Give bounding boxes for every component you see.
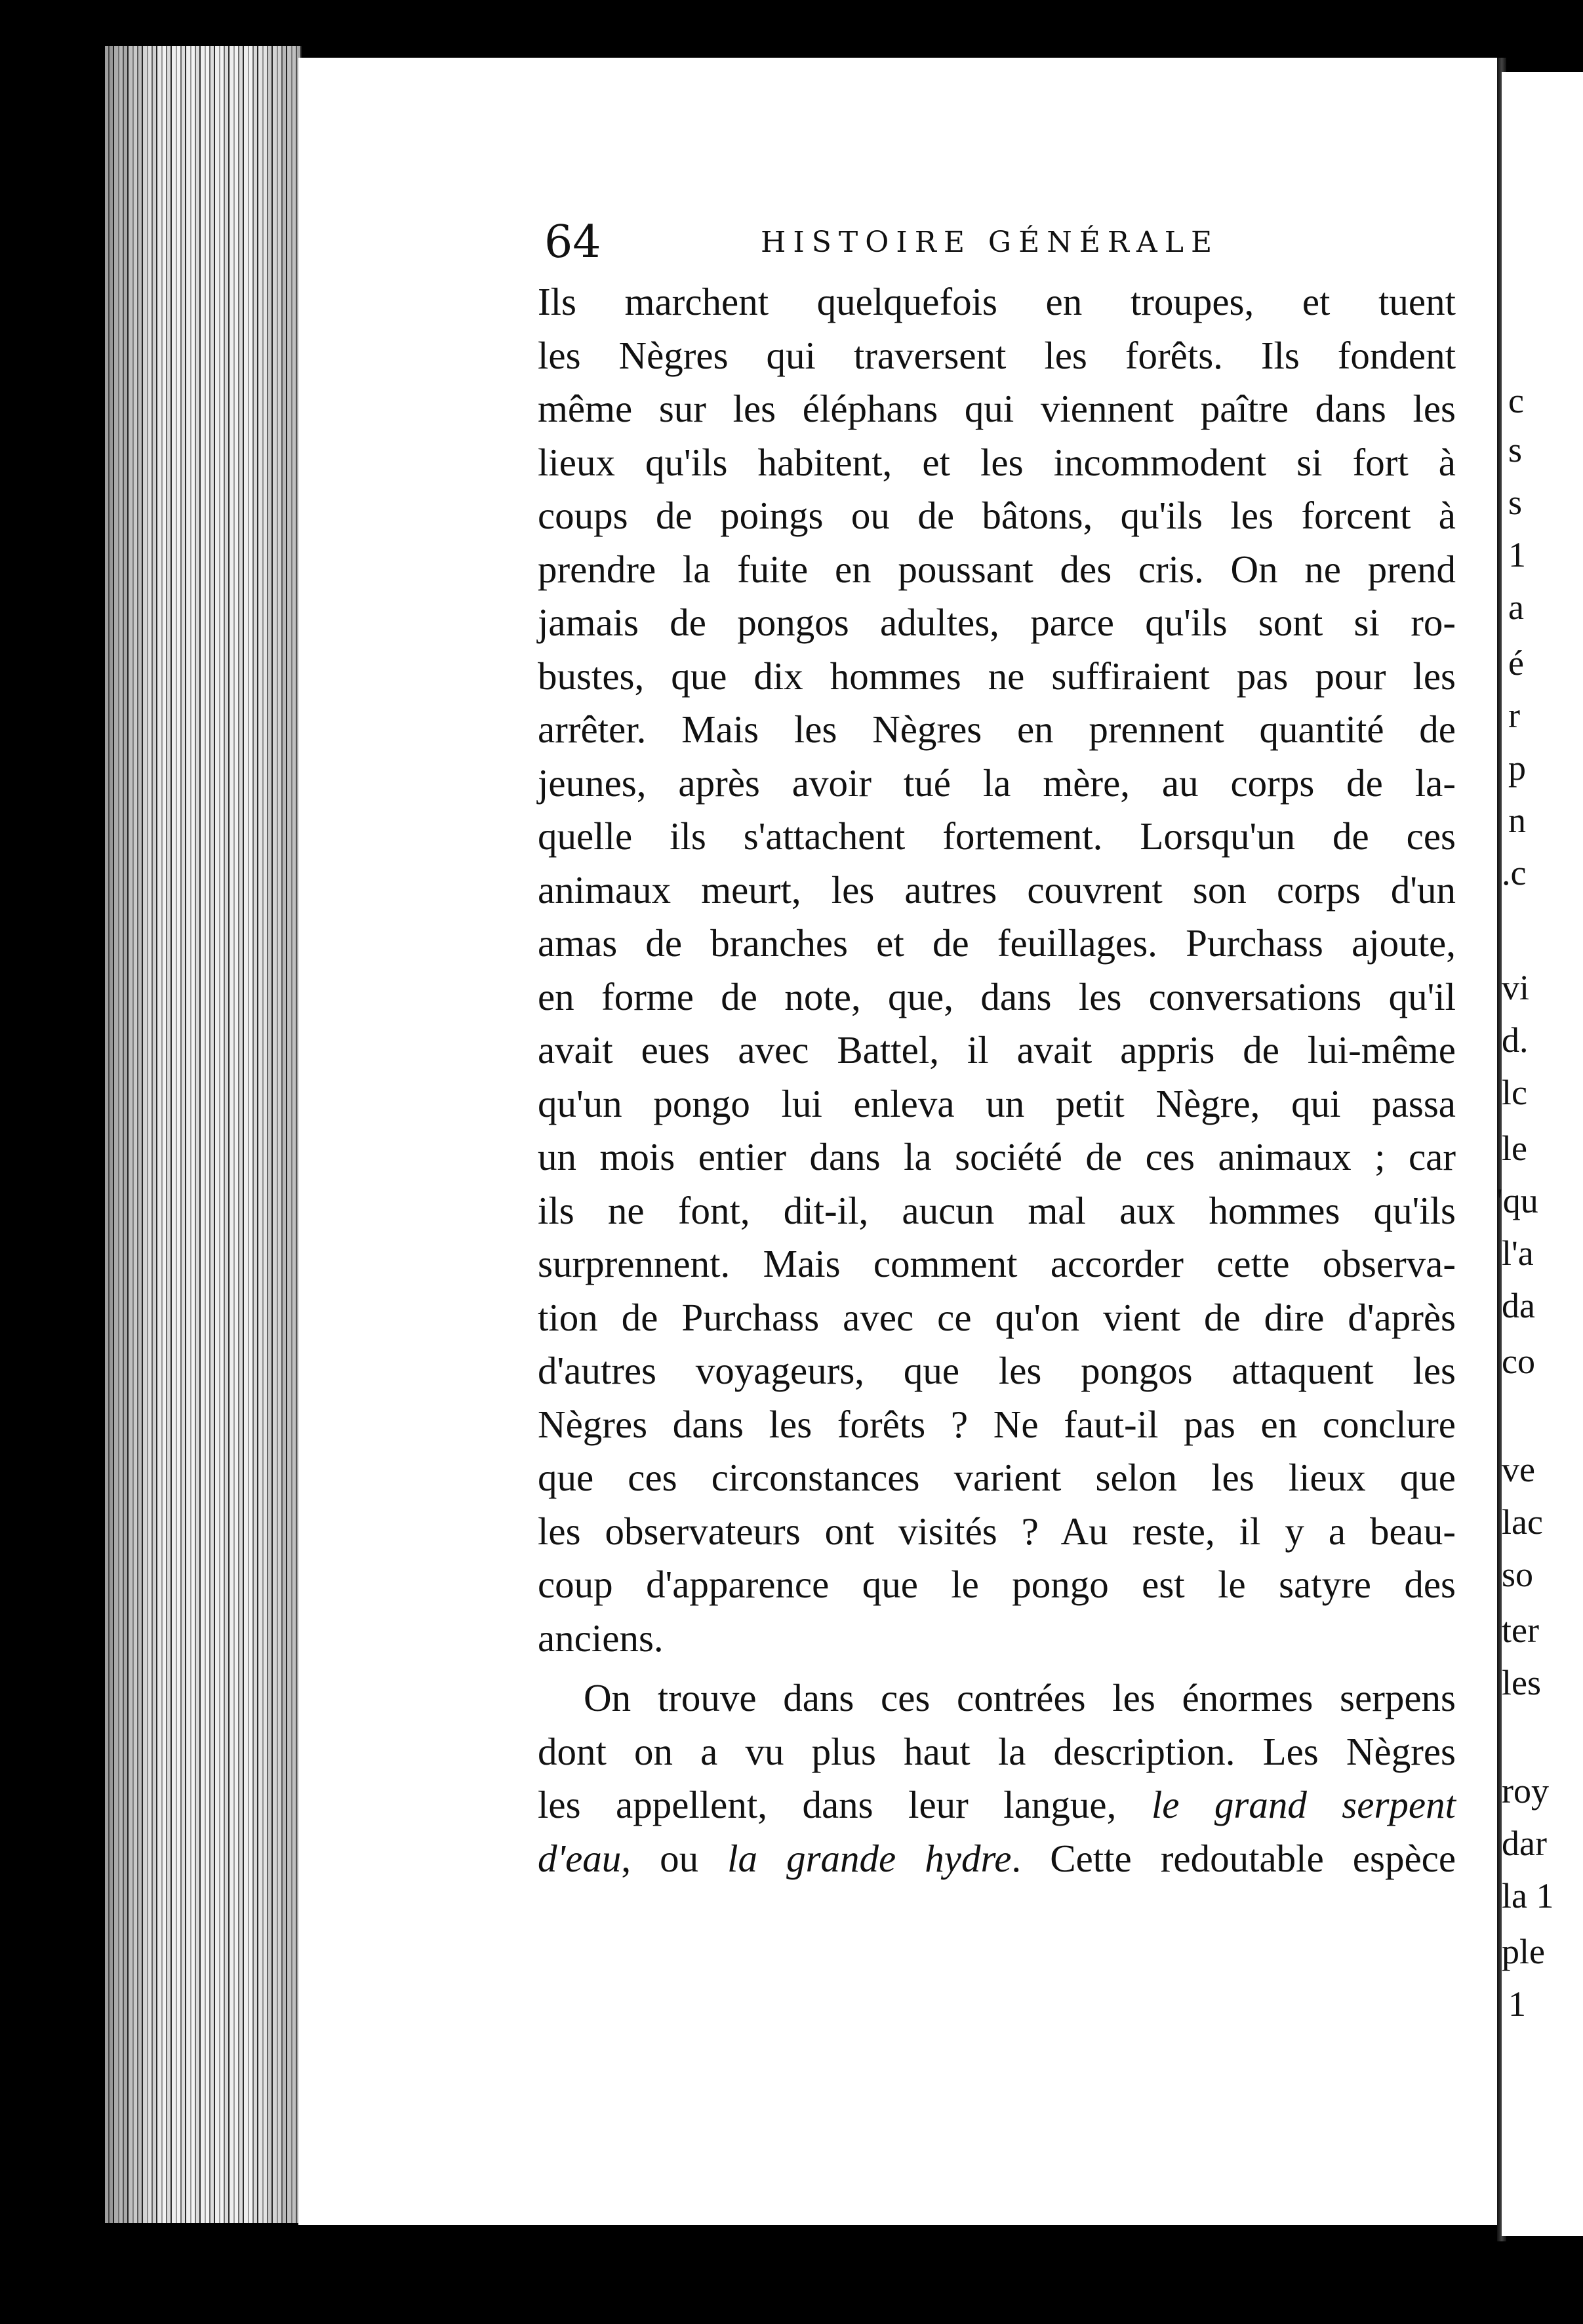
text-line: dont on a vu plus haut la description. Les Nègres	[538, 1729, 1456, 1773]
text-line: les observateurs ont visités ? Au reste, il y a beau-	[538, 1509, 1456, 1553]
text-line: ils ne font, dit-il, aucun mal aux hommes qu'ils	[538, 1188, 1456, 1232]
facing-page-text-fragments	[1496, 72, 1583, 2236]
text-line: que ces circonstances varient selon les lieux que	[538, 1456, 1456, 1499]
text-line: jeunes, après avoir tué la mère, au corps de la-	[538, 761, 1456, 805]
text-line: Nègres dans les forêts ? Ne faut-il pas en conclure	[538, 1402, 1456, 1446]
fragment: 1	[1508, 1984, 1526, 2024]
italic-phrase: la grande hydre	[727, 1836, 1012, 1880]
fragment: é	[1508, 643, 1524, 683]
text-segment: . Cette redoutable espèce	[1011, 1836, 1456, 1880]
fragment: vi	[1502, 968, 1530, 1007]
text-line: un mois entier dans la société de ces animaux ; car	[538, 1135, 1456, 1178]
italic-phrase: le grand serpent	[1151, 1783, 1456, 1826]
body-text	[538, 275, 1456, 1885]
fragment: lc	[1502, 1073, 1527, 1112]
text-line: surprennent. Mais comment accorder cette observa-	[538, 1242, 1456, 1285]
text-segment: les appellent, dans leur langue,	[538, 1783, 1152, 1826]
fragment: lac	[1502, 1502, 1543, 1542]
fragment: p	[1508, 748, 1526, 788]
text-line: tion de Purchass avec ce qu'on vient de dire d'après	[538, 1295, 1456, 1339]
text-line: Ils marchent quelquefois en troupes, et tuent	[538, 280, 1456, 323]
text-line: coups de poings ou de bâtons, qu'ils les forcent à	[538, 494, 1456, 537]
text-line	[538, 1832, 1456, 1886]
fragment: ple	[1502, 1932, 1545, 1971]
fragment: le	[1502, 1129, 1527, 1168]
italic-phrase: d'eau	[538, 1836, 622, 1880]
text-line: bustes, que dix hommes ne suffiraient pas pour les	[538, 654, 1456, 698]
text-line: prendre la fuite en poussant des cris. On ne prend	[538, 547, 1456, 591]
fragment: la 1	[1502, 1876, 1554, 1915]
text-line: coup d'apparence que le pongo est le satyre des	[538, 1563, 1456, 1606]
fragment: s	[1508, 483, 1523, 522]
fragment: ve	[1502, 1450, 1535, 1489]
text-line: anciens.	[538, 1616, 664, 1660]
fragment: so	[1502, 1555, 1534, 1594]
fragment: 1	[1508, 535, 1526, 574]
text-line: lieux qu'ils habitent, et les incommodent si fort à	[538, 440, 1456, 484]
text-line: jamais de pongos adultes, parce qu'ils sont si ro-	[538, 601, 1456, 644]
fragment: s	[1508, 430, 1523, 470]
fragment: les	[1502, 1663, 1541, 1702]
fragment: 'qu	[1496, 1181, 1538, 1220]
text-line: avait eues avec Battel, il avait appris de lui-même	[538, 1028, 1456, 1072]
fragment: .c	[1502, 853, 1527, 892]
text-line: les Nègres qui traversent les forêts. Ils fondent	[538, 333, 1456, 377]
fragment: a	[1508, 588, 1524, 627]
page-header	[544, 216, 1397, 269]
running-head: HISTOIRE GÉNÉRALE	[761, 226, 1220, 259]
fragment: c	[1508, 381, 1524, 420]
text-line	[538, 1778, 1456, 1832]
left-page-edges-shadow	[105, 46, 302, 2223]
fragment: n	[1508, 801, 1526, 840]
text-line: même sur les éléphans qui viennent paître dans les	[538, 387, 1456, 430]
fragment: co	[1502, 1342, 1535, 1381]
text-line: animaux meurt, les autres couvrent son corps d'un	[538, 868, 1456, 912]
text-line: en forme de note, que, dans les conversations qu'il	[538, 974, 1456, 1018]
text-line: quelle ils s'attachent fortement. Lorsqu'un de ces	[538, 814, 1456, 858]
fragment: ter	[1502, 1611, 1539, 1650]
facing-page-strip	[1496, 72, 1583, 2236]
fragment: r	[1508, 696, 1520, 735]
fragment: dar	[1502, 1824, 1547, 1863]
text-segment: , ou	[621, 1836, 728, 1880]
text-line: arrêter. Mais les Nègres en prennent quantité de	[538, 708, 1456, 751]
text-line: d'autres voyageurs, que les pongos attaquent les	[538, 1349, 1456, 1392]
fragment: d.	[1502, 1020, 1529, 1060]
fragment: roy	[1502, 1771, 1549, 1811]
page-number: 64	[544, 216, 601, 268]
fragment: da	[1502, 1286, 1535, 1325]
text-line: amas de branches et de feuillages. Purchass ajoute,	[538, 921, 1456, 965]
text-line: qu'un pongo lui enleva un petit Nègre, qui passa	[538, 1081, 1456, 1125]
text-line: On trouve dans ces contrées les énormes serpens	[584, 1676, 1456, 1719]
fragment: l'a	[1502, 1233, 1534, 1273]
